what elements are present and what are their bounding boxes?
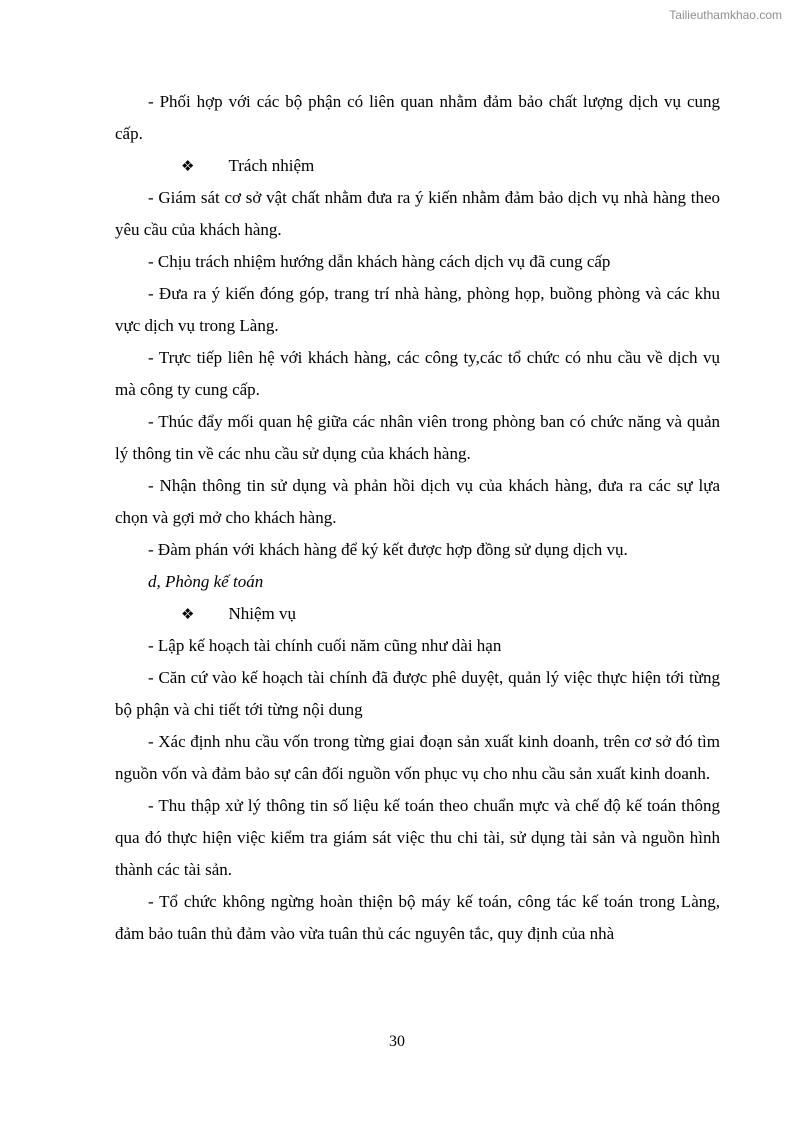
bullet-paragraph [115,150,720,182]
paragraph: - Nhận thông tin sử dụng và phản hồi dịch vụ của khách hàng, đưa ra các sự lựa chọn và gợi mở cho khách hàng. [115,476,720,527]
paragraph: - Căn cứ vào kế hoạch tài chính đã được phê duyệt, quản lý việc thực hiện tới từng bộ phận và chi tiết tới từng nội dung [115,668,720,719]
paragraph: - Tổ chức không ngừng hoàn thiện bộ máy kế toán, công tác kế toán trong Làng, đảm bảo tuân thủ đảm vào vừa tuân thủ các nguyên tắc, quy định của nhà [115,892,720,943]
paragraph: - Đưa ra ý kiến đóng góp, trang trí nhà hàng, phòng họp, buồng phòng và các khu vực dịch vụ trong Làng. [115,284,720,335]
paragraph: - Chịu trách nhiệm hướng dẫn khách hàng cách dịch vụ đã cung cấp [148,252,611,271]
bullet-label: Nhiệm vụ [228,604,296,623]
paragraph: - Phối hợp với các bộ phận có liên quan nhằm đảm bảo chất lượng dịch vụ cung cấp. [115,92,720,143]
bullet-paragraph [115,598,720,630]
paragraph: - Xác định nhu cầu vốn trong từng giai đoạn sản xuất kinh doanh, trên cơ sở đó tìm nguồn vốn và đảm bảo sự cân đối nguồn vốn phục vụ cho nhu cầu sản xuất kinh doanh. [115,732,720,783]
document-content [115,86,720,950]
bullet-label: Trách nhiệm [228,156,315,175]
paragraph: - Giám sát cơ sở vật chất nhằm đưa ra ý kiến nhằm đảm bảo dịch vụ nhà hàng theo yêu cầu của khách hàng. [115,188,720,239]
paragraph: - Thúc đẩy mối quan hệ giữa các nhân viên trong phòng ban có chức năng và quản lý thông tin về các nhu cầu sử dụng của khách hàng. [115,412,720,463]
paragraph: - Lập kế hoạch tài chính cuối năm cũng như dài hạn [148,636,502,655]
paragraph: - Trực tiếp liên hệ với khách hàng, các công ty,các tổ chức có nhu cầu về dịch vụ mà công ty cung cấp. [115,348,720,399]
paragraph: - Thu thập xử lý thông tin số liệu kế toán theo chuẩn mực và chế độ kế toán thông qua đó thực hiện việc kiểm tra giám sát việc thu chi tài, sử dụng tài sản và nguồn hình thành các tài sản. [115,796,720,879]
section-heading: d, Phòng kế toán [148,572,264,591]
watermark: Tailieuthamkhao.com [669,8,782,22]
diamond-bullet-icon: ❖ [181,605,195,623]
page-number: 30 [389,1033,405,1050]
diamond-bullet-icon: ❖ [181,157,195,175]
paragraph: - Đàm phán với khách hàng để ký kết được hợp đồng sử dụng dịch vụ. [148,540,628,559]
